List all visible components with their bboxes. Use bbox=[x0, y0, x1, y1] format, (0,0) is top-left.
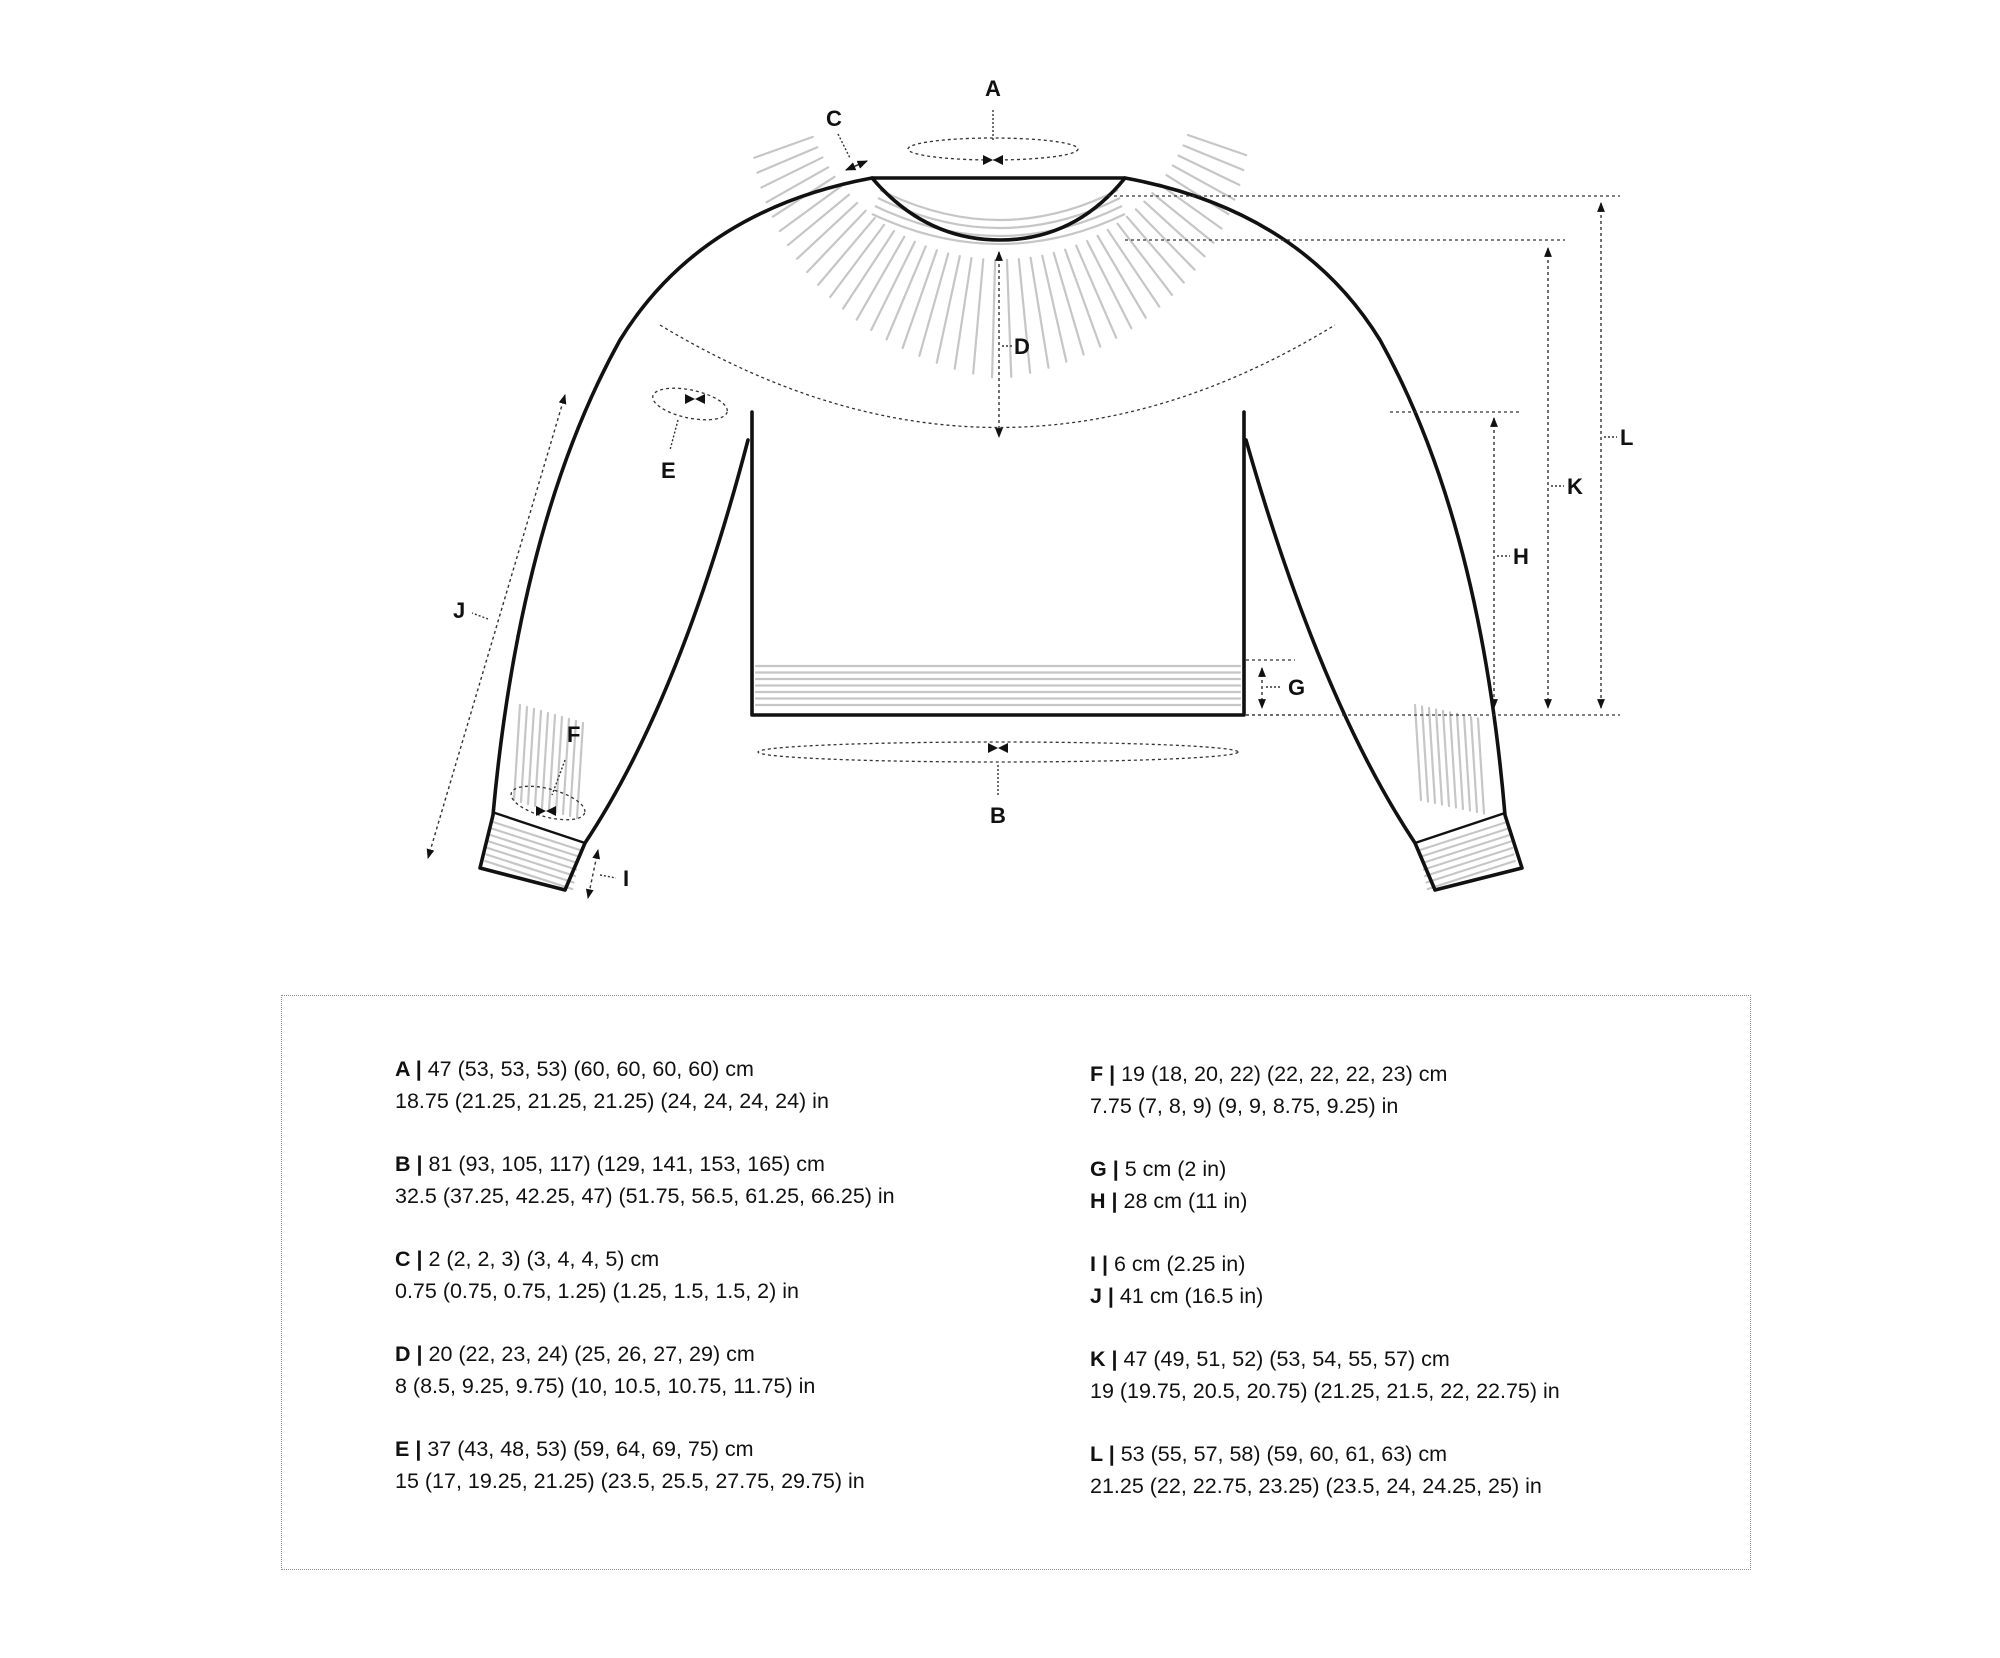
label-i: I bbox=[623, 866, 630, 891]
texture-stroke bbox=[937, 256, 960, 363]
legend-cm: 19 (18, 20, 22) (22, 22, 22, 23) cm bbox=[1115, 1062, 1448, 1086]
hem-ribbing bbox=[756, 666, 1240, 705]
legend-entry-l bbox=[1090, 1438, 1560, 1502]
yoke-colorwork bbox=[754, 135, 1246, 377]
texture-stroke bbox=[1179, 156, 1240, 185]
texture-stroke bbox=[1422, 707, 1428, 802]
legend-entry-a bbox=[395, 1053, 895, 1117]
texture-stroke bbox=[1443, 711, 1449, 806]
legend-entry-h bbox=[1090, 1185, 1560, 1217]
neckline bbox=[872, 178, 1125, 240]
legend-entry-k bbox=[1090, 1343, 1560, 1407]
legend-column-left bbox=[395, 1053, 895, 1528]
legend-entry-c bbox=[395, 1243, 895, 1307]
legend-key: K | bbox=[1090, 1347, 1118, 1371]
legend-key: E | bbox=[395, 1437, 422, 1461]
legend-cm: 47 (49, 51, 52) (53, 54, 55, 57) cm bbox=[1117, 1347, 1450, 1371]
label-b: B bbox=[990, 803, 1006, 828]
texture-stroke bbox=[761, 157, 822, 187]
dimension-c-arrow bbox=[846, 161, 867, 170]
legend-key: C | bbox=[395, 1247, 423, 1271]
texture-stroke bbox=[514, 705, 520, 800]
dimension-f-ellipse bbox=[508, 780, 589, 827]
dimension-a-arrows bbox=[983, 155, 1003, 165]
legend-in: 19 (19.75, 20.5, 20.75) (21.25, 21.5, 22, 22.75) in bbox=[1090, 1379, 1560, 1403]
legend-key: B | bbox=[395, 1152, 423, 1176]
texture-stroke bbox=[1173, 166, 1235, 200]
legend-cm: 37 (43, 48, 53) (59, 64, 69, 75) cm bbox=[421, 1437, 754, 1461]
texture-stroke bbox=[542, 713, 548, 808]
texture-stroke bbox=[1450, 713, 1456, 808]
legend-cm: 47 (53, 53, 53) (60, 60, 60, 60) cm bbox=[421, 1057, 754, 1081]
legend-key: D | bbox=[395, 1342, 423, 1366]
texture-stroke bbox=[1054, 253, 1084, 355]
legend-column-right bbox=[1090, 1058, 1560, 1533]
label-j: J bbox=[453, 598, 466, 623]
texture-stroke bbox=[1471, 717, 1477, 812]
right-cuff-ribbing bbox=[1420, 822, 1515, 889]
dimension-b-ellipse bbox=[758, 742, 1238, 762]
legend-entry-b bbox=[395, 1148, 895, 1212]
texture-stroke bbox=[919, 254, 948, 356]
left-cuff-ribbing bbox=[485, 822, 580, 889]
texture-stroke bbox=[1184, 145, 1244, 170]
texture-stroke bbox=[549, 715, 555, 810]
legend-key: H | bbox=[1090, 1189, 1118, 1213]
texture-stroke bbox=[1436, 710, 1442, 805]
legend-key: F | bbox=[1090, 1062, 1116, 1086]
dimension-a-ellipse bbox=[908, 138, 1078, 160]
dimension-i-arrow bbox=[588, 850, 598, 898]
legend-value: 5 cm (2 in) bbox=[1118, 1157, 1227, 1181]
texture-stroke bbox=[521, 707, 527, 802]
texture-stroke bbox=[1457, 714, 1463, 809]
legend-value: 41 cm (16.5 in) bbox=[1113, 1284, 1264, 1308]
texture-stroke bbox=[1007, 260, 1011, 377]
legend-in: 15 (17, 19.25, 21.25) (23.5, 25.5, 27.75, 29.75) in bbox=[395, 1469, 865, 1493]
label-k: K bbox=[1567, 474, 1583, 499]
dimension-e-ellipse bbox=[650, 382, 730, 425]
texture-stroke bbox=[955, 258, 972, 369]
label-d: D bbox=[1014, 334, 1030, 359]
legend-cm: 2 (2, 2, 3) (3, 4, 4, 5) cm bbox=[422, 1247, 660, 1271]
legend-in: 32.5 (37.25, 42.25, 47) (51.75, 56.5, 61.25, 66.25) in bbox=[395, 1184, 895, 1208]
legend-entry-i bbox=[1090, 1248, 1560, 1280]
legend-in: 8 (8.5, 9.25, 9.75) (10, 10.5, 10.75, 11.75) in bbox=[395, 1374, 816, 1398]
legend-value: 28 cm (11 in) bbox=[1117, 1189, 1248, 1213]
legend-key: A | bbox=[395, 1057, 422, 1081]
legend-value: 6 cm (2.25 in) bbox=[1107, 1252, 1246, 1276]
texture-stroke bbox=[1065, 250, 1100, 347]
legend-cm: 81 (93, 105, 117) (129, 141, 153, 165) cm bbox=[422, 1152, 825, 1176]
legend-cm: 53 (55, 57, 58) (59, 60, 61, 63) cm bbox=[1114, 1442, 1447, 1466]
measurements-legend bbox=[281, 995, 1751, 1570]
texture-stroke bbox=[754, 137, 813, 158]
texture-stroke bbox=[1464, 716, 1470, 811]
label-l: L bbox=[1620, 425, 1634, 450]
texture-stroke bbox=[556, 717, 562, 812]
label-e: E bbox=[661, 458, 676, 483]
legend-entry-f bbox=[1090, 1058, 1560, 1122]
texture-stroke bbox=[1188, 135, 1246, 155]
label-h: H bbox=[1513, 544, 1529, 569]
legend-entry-e bbox=[395, 1433, 895, 1497]
legend-entry-g bbox=[1090, 1153, 1560, 1185]
legend-in: 21.25 (22, 22.75, 23.25) (23.5, 24, 24.25, 25) in bbox=[1090, 1474, 1542, 1498]
neckband-ribbing bbox=[872, 190, 1125, 244]
body-outline bbox=[752, 412, 1244, 715]
legend-in: 7.75 (7, 8, 9) (9, 9, 8.75, 9.25) in bbox=[1090, 1094, 1399, 1118]
texture-stroke bbox=[992, 260, 995, 378]
legend-in: 0.75 (0.75, 0.75, 1.25) (1.25, 1.5, 1.5, 2) in bbox=[395, 1279, 799, 1303]
yoke-boundary bbox=[660, 325, 1335, 428]
legend-entry-d bbox=[395, 1338, 895, 1402]
legend-key: G | bbox=[1090, 1157, 1119, 1181]
texture-stroke bbox=[528, 709, 534, 804]
texture-stroke bbox=[535, 711, 541, 806]
label-a: A bbox=[985, 76, 1001, 101]
legend-in: 18.75 (21.25, 21.25, 21.25) (24, 24, 24, 24) in bbox=[395, 1089, 829, 1113]
texture-stroke bbox=[903, 250, 937, 348]
texture-stroke bbox=[757, 147, 817, 172]
right-sleeve-colorwork bbox=[1415, 705, 1484, 814]
legend-key: L | bbox=[1090, 1442, 1115, 1466]
label-f: F bbox=[567, 722, 581, 747]
left-sleeve-outline bbox=[480, 178, 872, 890]
texture-stroke bbox=[1429, 708, 1435, 803]
legend-key: J | bbox=[1090, 1284, 1114, 1308]
legend-entry-j bbox=[1090, 1280, 1560, 1312]
label-g: G bbox=[1288, 675, 1306, 700]
label-c: C bbox=[826, 106, 842, 131]
legend-cm: 20 (22, 23, 24) (25, 26, 27, 29) cm bbox=[422, 1342, 755, 1366]
texture-stroke bbox=[1415, 705, 1421, 800]
legend-key: I | bbox=[1090, 1252, 1108, 1276]
texture-stroke bbox=[973, 259, 983, 373]
texture-stroke bbox=[1478, 719, 1484, 814]
